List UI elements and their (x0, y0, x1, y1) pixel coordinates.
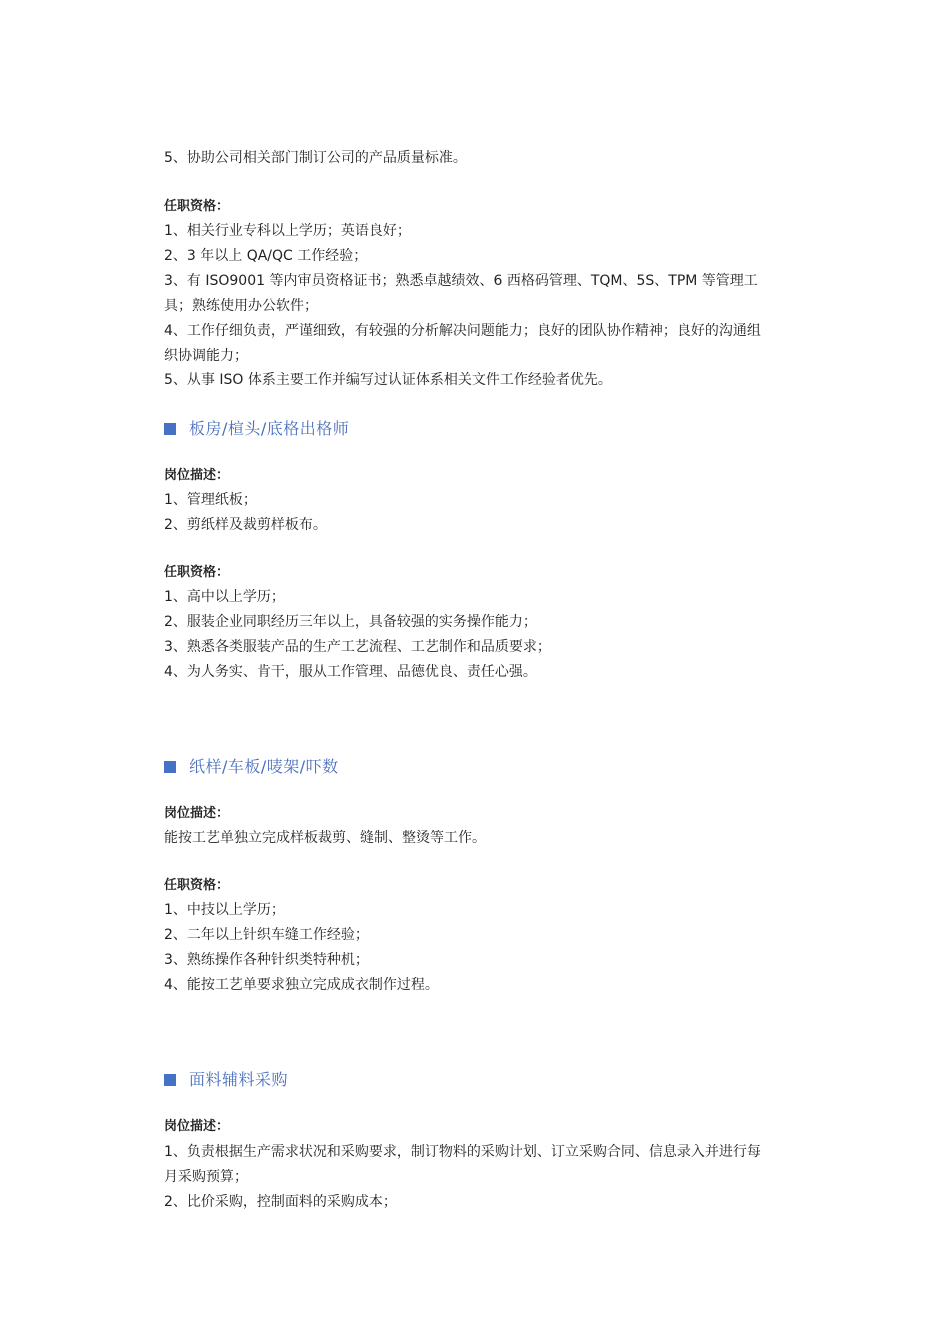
description-label: 岗位描述： (164, 468, 230, 483)
requirement-item: 3、熟悉各类服装产品的生产工艺流程、工艺制作和品质要求； (164, 639, 551, 655)
section-heading (164, 418, 349, 440)
requirement-item-continuation: 织协调能力； (164, 348, 248, 364)
requirements-label: 任职资格： (164, 878, 230, 893)
requirement-item: 3、熟练操作各种针织类特种机； (164, 952, 369, 968)
section-title: 面料辅料采购 (189, 1070, 289, 1089)
section-title: 纸样/车板/唛架/吓数 (189, 757, 339, 776)
duty-item-5: 5、协助公司相关部门制订公司的产品质量标准。 (164, 150, 467, 166)
requirement-item: 3、有 ISO9001 等内审员资格证书；熟悉卓越绩效、6 西格码管理、TQM、5S、TPM 等管理工 (164, 273, 758, 289)
description-label: 岗位描述： (164, 806, 230, 821)
square-bullet-icon (164, 1074, 176, 1086)
requirement-item: 2、服装企业同职经历三年以上，具备较强的实务操作能力； (164, 614, 537, 630)
requirement-item: 4、工作仔细负责，严谨细致，有较强的分析解决问题能力；良好的团队协作精神；良好的沟通组 (164, 323, 761, 339)
requirement-item: 4、为人务实、肯干，服从工作管理、品德优良、责任心强。 (164, 664, 537, 680)
requirement-item-continuation: 具；熟练使用办公软件； (164, 298, 318, 314)
requirement-item: 1、中技以上学历； (164, 902, 285, 918)
description-item: 能按工艺单独立完成样板裁剪、缝制、整烫等工作。 (164, 830, 486, 846)
section-title: 板房/楦头/底格出格师 (189, 419, 350, 438)
requirement-item: 1、高中以上学历； (164, 589, 285, 605)
requirement-item: 2、二年以上针织车缝工作经验； (164, 927, 369, 943)
square-bullet-icon (164, 423, 176, 435)
section-heading (164, 1069, 288, 1091)
requirements-label: 任职资格： (164, 565, 230, 580)
requirement-item: 2、3 年以上 QA/QC 工作经验； (164, 248, 368, 264)
requirement-item: 5、从事 ISO 体系主要工作并编写过认证体系相关文件工作经验者优先。 (164, 372, 612, 388)
requirement-item: 4、能按工艺单要求独立完成成衣制作过程。 (164, 977, 439, 993)
square-bullet-icon (164, 761, 176, 773)
requirements-label: 任职资格： (164, 199, 230, 214)
description-item: 1、负责根据生产需求状况和采购要求，制订物料的采购计划、订立采购合同、信息录入并进行每 (164, 1144, 761, 1160)
description-item: 1、管理纸板； (164, 492, 257, 508)
section-heading (164, 756, 339, 778)
description-item: 2、比价采购，控制面料的采购成本； (164, 1194, 397, 1210)
description-item-continuation: 月采购预算； (164, 1169, 248, 1185)
requirement-item: 1、相关行业专科以上学历；英语良好； (164, 223, 411, 239)
description-item: 2、剪纸样及裁剪样板布。 (164, 517, 327, 533)
description-label: 岗位描述： (164, 1119, 230, 1134)
